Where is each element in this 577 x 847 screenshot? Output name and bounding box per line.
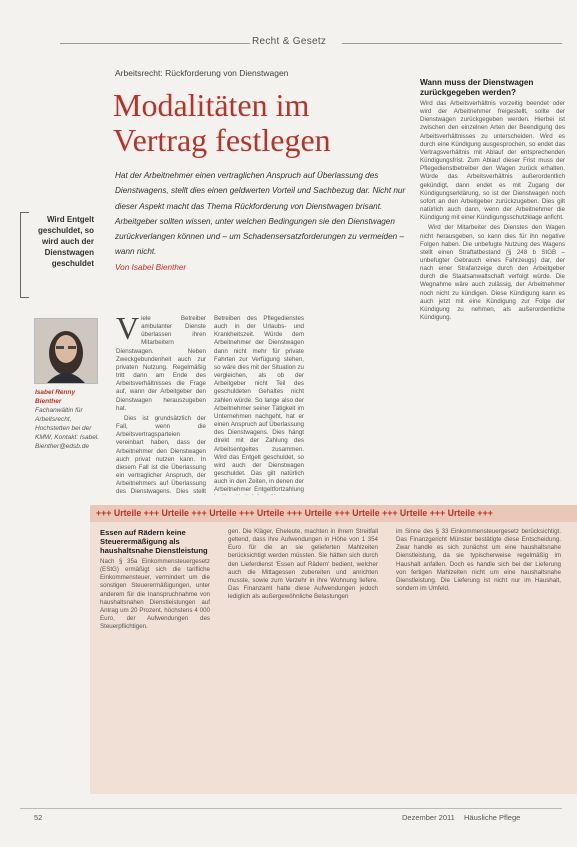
author-portrait-icon [35, 319, 97, 383]
title-line-1: Modalitäten im [113, 87, 310, 123]
col1-para-2: Dies ist grundsätzlich der Fall, wenn die Arbeitsvertragsparteien vereinbart haben, dass der Arbeitnehmer den Dienstwagen auch privat nutzen kann. In diesem Fall ist die Überlassung ein vertraglicher Anspruch, der Arbeitnehmers auf Überlassung des Dienstwagens. Dies stellt [116, 414, 206, 495]
header-rule-left [60, 43, 250, 44]
caption-name: Isabel Renny Bienther [35, 389, 76, 405]
urteile-col-1 [100, 528, 210, 783]
page-number: 52 [34, 813, 43, 822]
body-column-1 [116, 315, 206, 495]
footer-rule [20, 808, 562, 809]
header-rule-right [342, 43, 562, 44]
col3-para-1: Wird das Arbeitsverhältnis vorzeitig beendet oder wird der Arbeitnehmer freigestellt, sollte der Dienstwagen zurückgegeben werden. Hierbei ist zwischen den einzelnen Arten der Beendigung des Arbeitsverhältnisses zu unterscheiden. Wird es durch eine Kündigung ausgesprochen, so endet das Vertragsverhältnis mit Ablauf der entsprechenden Kündigungsfrist. Zum Ablauf dieser Frist muss der Pflegedienstbetreiber den Wagen zurück erhalten. Würde das Arbeitsverhältnis außerordentlich gekündigt, dann endet es mit Zugang der Kündigungserklärung, so ist der Dienstwagen noch sofort an den Arbeitgeber zurückzugeben. Dies gilt natürlich auch dann, wenn der Arbeitnehmer die Kündigung mit einer Kündigungsschutzklage anficht. [420, 100, 565, 222]
col3-para-2: Wird der Mitarbeiter des Dienstes den Wagen nicht herausgeben, so kann dies für ihn negative Folgen haben. Die unbefugte Nutzung des Wagens stellt einen Straftatbestand (§ 248 b StGB – unbefugter Gebrauch eines Fahrzeugs) dar, der nach einer Strafanzeige durch den Arbeitgeber durch die Staatsanwaltschaft verfolgt würde. Die Wegnahme wäre auch zulässig, der Arbeitnehmer noch nicht zu kündigen. Diese Kündigung kann es auch jetzt mit eine Kündigung zur Folge der Kündigung zu nehmen, als außerordentliche Kündigung. [420, 224, 565, 322]
lead-text: Hat der Arbeitnehmer einen vertraglichen Anspruch auf Überlassung des Dienstwagens, stellt dies einen geldwerten Vorteil und Sachbezug dar. Nicht nur dieser Aspekt macht das Thema Rückforderung von Dienstwagen brisant. Arbeitgeber sollten wissen, unter welchen Bedingungen sie den Dienstwagen zurückverlangen können und – um Schadensersatzforderungen zu vermeiden – wann nicht. [115, 171, 406, 257]
drop-cap: V [116, 315, 140, 346]
col3-heading [420, 78, 565, 98]
article-lead [115, 168, 410, 275]
body-column-2 [214, 315, 304, 495]
side-note: Wird Entgelt geschuldet, so wird auch der Dienstwagen geschuldet [37, 215, 94, 268]
caption-text: Fachanwältin für Arbeitsrecht, Hochstetten bei der KMW, Kontakt: Isabel. Bienther@edsb.de [35, 407, 100, 450]
article-kicker: Arbeitsrecht: Rückforderung von Dienstwagen [115, 68, 289, 78]
photo-caption [35, 388, 101, 451]
section-label: Recht & Gesetz [252, 36, 327, 47]
article-author: Von Isabel Bienther [115, 262, 187, 272]
title-line-2: Vertrag festlegen [113, 122, 331, 158]
issue-date: Dezember 2011 [402, 813, 455, 822]
urteile-col-2: gen. Die Kläger, Eheleute, machten in ihrem Streitfall geltend, dass ihre Aufwendungen in Höhe von 1 354 Euro für die an sie gelieferten Mahlzeiten berücksichtigt werden müssten. Sie hätten sich durch den Lieferdienst 'Essen auf Rädern' bedient, welcher auch die Mittagessen zubereiten und anrichten musste, sowie zum Verzehr in ihre Wohnung liefere. Das Finanzamt hatte diese Aufwendungen jedoch lediglich als außergewöhnliche Belastungen [228, 528, 378, 601]
urteile-col1-text: Nach § 35a Einkommensteuergesetz (EStG) ermäßigt sich die tarifliche Einkommensteuer, vermindert um die sonstigen Steuerermäßigungen, unter anderem für die Inanspruchnahme von haushaltsnahen Dienstleistungen auf Antrag um 20 Prozent, höchstens 4 000 Euro, der Aufwendungen des Steuerpflichtigen. [100, 558, 210, 631]
magazine-brand: Häusliche Pflege [464, 813, 521, 822]
article-title [113, 88, 413, 158]
body-column-3 [420, 100, 565, 496]
col3-heading-text: Wann muss der Dienstwagen zurückgegeben werden? [420, 78, 534, 97]
col2-para-1: Betreiben des Pflegedienstes auch in der Urlaubs- und Krankheitszeit. Würde dem Arbeitnehmer der Dienstwagen dann nicht mehr für private Fahrten zur Verfügung stehen, so wäre dies mit der Situation zu vergleichen, als ob der Arbeitgeber nicht Teil des geschuldeten Gehaltes nicht zahlen würde. So lange also der Arbeitnehmer seiner Tätigkeit im Unternehmen nachgeht, hat er einen Anspruch auf Überlassung des Dienstwagens. Dies hängt direkt mit der Zahlung des Arbeitsentgeltes zusammen. Wird das Entgelt geschuldet, so wird auch der Dienstwagen geschuldet. Das gilt natürlich auch in den Zeiten, in denen der Arbeitnehmer Entgeltfortzahlung [214, 315, 304, 494]
urteile-heading: Essen auf Rädern keine Steuerermäßigung als haushaltsnahe Dienstleistung [100, 528, 208, 555]
urteile-bar: +++ Urteile +++ Urteile +++ Urteile +++ Urteile +++ Urteile +++ Urteile +++ Urteile +++ Urteile +++ [90, 505, 577, 522]
col1-para-1: iele Betreiber ambulanter Dienste überlassen ihren Mitarbeitern Dienstwagen. Neben Zweckgebundenheit auch zur privaten Nutzung. Regelmäßig tritt dann am Ende des Arbeitsverhältnisses die Frage auf, wann der Arbeitgeber den Dienstwagen herauszugeben hat. [116, 315, 206, 412]
author-photo [34, 318, 98, 384]
urteile-col-3: im Sinne des § 33 Einkommensteuergesetz berücksichtigt. Das Finanzgericht Münster bestätigte diese Entscheidung. Zwar handle es sich zunächst um eine haushaltsnahe Dienstleistung, da sie typischerweise regelmäßig im Haushalt anfallen. Doch es handle sich bei der Lieferung von fertigen Mahlzeiten nicht um eine haushaltsnahe Dienstleistung. Die Lieferung ist nicht nur im Haushalt, sondern im Umfeld. [396, 528, 561, 593]
